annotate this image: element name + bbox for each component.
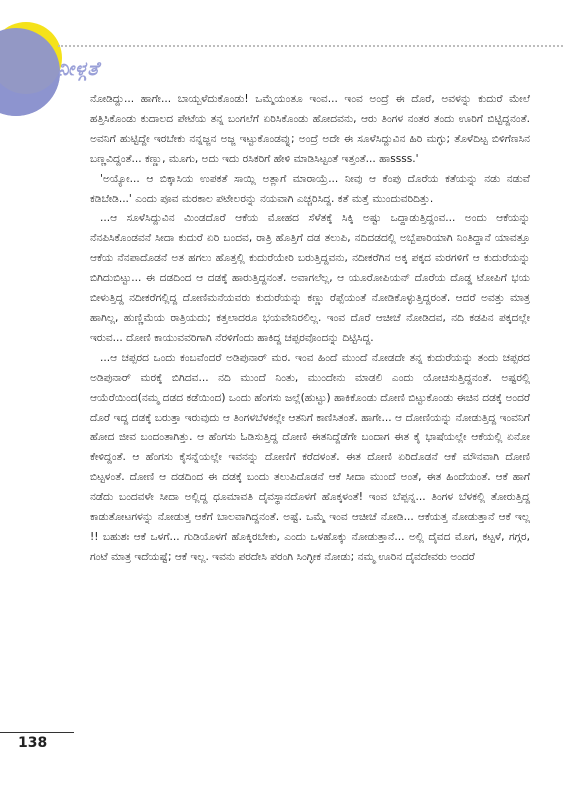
paragraph: ...ಆ ಸೂಳೆಸಿದ್ದುವಿನ ಮಿಂಡದೊರೆ ಆಕೆಯ ಮೋಹದ ಸೆಳೆತಕ್ಕೆ ಸಿಕ್ಕಿ ಅಷ್ಟು ಒದ್ದಾಡುತ್ತಿದ್ದಂವ... ಅಂದು ಆಕೆಯನ್ನು ನೆನಪಿಸಿಕೊಂಡವನೆ ಸೀದಾ ಕುದುರೆ ಏರಿ ಬಂದವ, ರಾತ್ರಿ ಹೊತ್ತಿಗೆ ದಡ ತಲುಪಿ, ನದಿದಡದಲ್ಲಿ ಅಬ್ಬೆಪಾರಿಯಾಗಿ ನಿಂತಿದ್ದಾನೆ ಯಾವತ್ತೂ ಆಕೆಯ ನೆನಪಾದೊಡನೆ ಅತ ಹಗಲು ಹೊತ್ತಲ್ಲಿ ಕುದುರೆಯೇರಿ ಬರುತ್ತಿದ್ದವನು, ನದೀಕರೆಗಿನ ಅಕ್ಕ ಪಕ್ಕದ ಮರಗಳಿಗೆ ಆ ಕುದುರೆಯನ್ನು ಬಿಗಿದುಬಿಟ್ಟು... ಈ ದಡದಿಂದ ಆ ದಡಕ್ಕೆ ಹಾರುತ್ತಿದ್ದನಂತೆ. ಅವಾಗಲೆಲ್ಲ, ಆ ಯೂರೋಪಿಯನ್ ದೊರೆಯ ದೊಡ್ಡ ಟೋಪಿಗೆ ಭಯ ಬೀಳುತ್ತಿದ್ದ ನದೀಕರೆಗಲ್ಲಿದ್ದ ದೋಣಿಮನೆಯವರು ಕುದುರೆಯನ್ನು ಕಣ್ಣು ರೆಪ್ಪೆಯಂತೆ ನೋಡಿಕೊಳ್ಳುತ್ತಿದ್ದರಂತೆ. ಆದರೆ ಅವತ್ತು ಮಾತ್ರ ಹಾಗಿಲ್ಲ, ಹುಣ್ಣಿಮೆಯ ರಾತ್ರಿಯದು; ಕತ್ತಲಾದರೂ ಭಯವೇನಿರಲಿಲ್ಲ. ಇಂವ ದೊರೆ ಆಚೀಚೆ ನೋಡಿದವ, ನದಿ ಕಡಪಿನ ಪಕ್ಕದಲ್ಲೇ ಇರುವ... ದೋಣಿ ಕಾಯುವವರಿಗಾಗಿ ನೆರಳಿಗೆಂದು ಹಾಕಿದ್ದ ಚಪ್ಪರವೊಂದನ್ನು ದಿಟ್ಟಿಸಿದ್ದ.: [90, 212, 530, 344]
header-dotted-rule: [58, 45, 563, 47]
article-body: [90, 90, 530, 568]
section-title: ನೀಳ್ಗತೆ: [58, 58, 100, 80]
paragraph: ...ಆ ಚಪ್ಪರದ ಒಂದು ಕಂಬವೆಂದರೆ ಅಡಿಪುನಾರ್ ಮರ. ಇಂವ ಹಿಂದೆ ಮುಂದೆ ನೋಡದೇ ತನ್ನ ಕುದುರೆಯನ್ನು ತಂದು ಚಪ್ಪರದ ಅಡಿಪುನಾರ್ ಮರಕ್ಕೆ ಬಿಗಿದವ... ನದಿ ಮುಂದೆ ನಿಂತು, ಮುಂದೇನು ಮಾಡಲಿ ಎಂದು ಯೋಚಿಸುತ್ತಿದ್ದನಂತೆ. ಅಷ್ಟರಲ್ಲಿ ಆಯೆರೆಯಿಂದ(ನಮ್ಮ ದಡದ ಕಡೆಯಿಂದ) ಒಂದು ಹೆಂಗಸು ಜಲ್ಲೆ(ಹುಟ್ಟು) ಹಾಕಿಕೊಂಡು ದೋಣಿ ಬಿಟ್ಟುಕೊಂಡು ಈಚಿನ ದಡಕ್ಕೆ ಅಂದರೆ ದೊರೆ ಇದ್ದ ದಡಕ್ಕೆ ಬರುತ್ತಾ ಇರುವುದು ಆ ತಿಂಗಳಬೆಳಕಲ್ಲೇ ಆತನಿಗೆ ಕಾಣಿಸಿತಂತೆ. ಹಾಗೇ... ಆ ದೋಣಿಯನ್ನು ನೋಡುತ್ತಿದ್ದ ಇಂವನಿಗೆ ಹೋದ ಜೀವ ಬಂದಂತಾಗಿತ್ತು. ಆ ಹೆಂಗಸು ಓಡಿಸುತ್ತಿದ್ದ ದೋಣಿ ಈತನಿದ್ದೆಡೆಗೇ ಬಂದಾಗ ಈತ ಕೈ ಭಾಷೆಯಲ್ಲೇ ಆಕೆಯಲ್ಲಿ ಏನೋ ಕೇಳಿದ್ದಂತೆ. ಆ ಹೆಂಗಸು ಕೈಸನ್ನೆಯಲ್ಲೇ ಇವನನ್ನು ದೋಣಿಗೆ ಕರೆದಳಂತೆ. ಈತ ದೋಣಿ ಏರಿದೊಡನೆ ಆಕೆ ಮೌನವಾಗಿ ದೋಣಿ ಬಿಟ್ಟಳಂತೆ. ದೋಣಿ ಆ ದಡದಿಂದ ಈ ದಡಕ್ಕೆ ಬಂದು ತಲುಪಿದೊಡನೆ ಆಕೆ ಸೀದಾ ಮುಂದೆ ಅಂತೆ, ಈತ ಹಿಂದೆಯಂತೆ. ಆಕೆ ಹಾಗೆ ನಡೆದು ಬಂದವಳೇ ಸೀದಾ ಅಲ್ಲಿದ್ದ ಧೂಮಾವತಿ ದೈವಸ್ಥಾನದೊಳಗೆ ಹೊಕ್ಕಳಂತೆ! ಇಂವ ಬೆಪ್ಪನ್ನ... ತಿಂಗಳ ಬೆಳಕಲ್ಲಿ ತೋರುತ್ತಿದ್ದ ಕಾಡುತೋಟಗಳನ್ನು ನೋಡುತ್ತ ಆಕೆಗೆ ಬಾಲವಾಗಿದ್ದನಂತೆ. ಅಷ್ಟೆ. ಒಮ್ಮೆ ಇಂವ ಆಚೀಚೆ ನೋಡಿ... ಆಕೆಯತ್ತ ನೋಡುತ್ತಾನೆ ಆಕೆ ಇಲ್ಲ !! ಬಹುಶಃ ಆಕೆ ಒಳಗೆ... ಗುಡಿಯೊಳಗೆ ಹೊಕ್ಕಿರಬೇಕು, ಎಂದು ಒಳಹೊಕ್ಕು ನೋಡುತ್ತಾನೆ... ಅಲ್ಲಿ ದೈವದ ಮೊಗ, ಕಟ್ಟಳೆ, ಗಗ್ಗರ, ಗಂಟೆ ಮಾತ್ರ ಇದೆಯಷ್ಟೆ; ಆಕೆ ಇಲ್ಲ. ಇವನು ಪರದೇಸಿ ಪರಂಗಿ ಸಿಂಗ್ಳೀಕ ನೋಡು; ನಮ್ಮ ಊರಿನ ದೈವದೇವರು ಅಂದರೆ: [90, 351, 530, 563]
paragraph: 'ಅಯ್ಯೋ... ಆ ಬಿಕ್ಕಾಸಿಯ ಉಪಕತೆ ಸಾಯ್ಲಿ ಅತ್ಲಾಗೆ ಮಾರಾಯ್ರೆ... ನೀವು ಆ ಕೆಂಪು ದೊರೆಯ ಕತೆಯನ್ನು ನಡು ನಡುವೆ ಕಡಿಬೇಡಿ...' ಎಂದು ಪೂವ ಮರಕಾಲ ಪಟೇಲರನ್ನು ನಯವಾಗಿ ಎಚ್ಚರಿಸಿದ್ದ. ಕತೆ ಮತ್ತೆ ಮುಂದುವರಿದಿತ್ತು.: [90, 172, 530, 205]
paragraph: ನೋಡಿದ್ದು... ಹಾಗೇ... ಬಾಯ್ಬಳೆದುಕೊಂಡು! ಒಮ್ಮೆಯಂತೂ ಇಂವ... ಇಂವ ಅಂದ್ರೆ ಈ ದೊರೆ, ಅವಳನ್ನು ಕುದುರೆ ಮೇಲೆ ಹತ್ತಿಸಿಕೊಂಡು ಕುದಾಲದ ಪೇಟೆಯ ತನ್ನ ಬಂಗಲೆಗೆ ಏರಿಸಿಕೊಂಡು ಹೋದವನು, ಆರು ತಿಂಗಳ ನಂತರ ತಂದು ಊರಿಗೆ ಬಿಟ್ಟಿದ್ದನಂತೆ. ಅವನಿಗೆ ಹುಟ್ಟಿದ್ದೇ ಇರಬೇಕು ನನ್ನಜ್ಜನ ಅಜ್ಜ ಇಟ್ಟುಕೊಂಡವ್ನು; ಅಂದ್ರೆ ಅದೇ ಈ ಸೂಳೆಸಿದ್ದುವಿನ ಹಿರಿ ಮಗ್ಳು; ತೊಳೆದಿಟ್ಟ ಬಿಳಿಗೆಣಸಿನ ಬಣ್ಣವಿದ್ದಂತೆ... ಕಣ್ಣು, ಮೂಗು, ಅದು ಇದು ರಸಿಕರಿಗೆ ಹೇಳಿ ಮಾಡಿಸಿಟ್ಟಂತೆ ಇತ್ತಂತೆ... ಹಾssss.': [90, 93, 530, 165]
page-number: 138: [18, 735, 48, 751]
footer-rule: [0, 732, 74, 733]
